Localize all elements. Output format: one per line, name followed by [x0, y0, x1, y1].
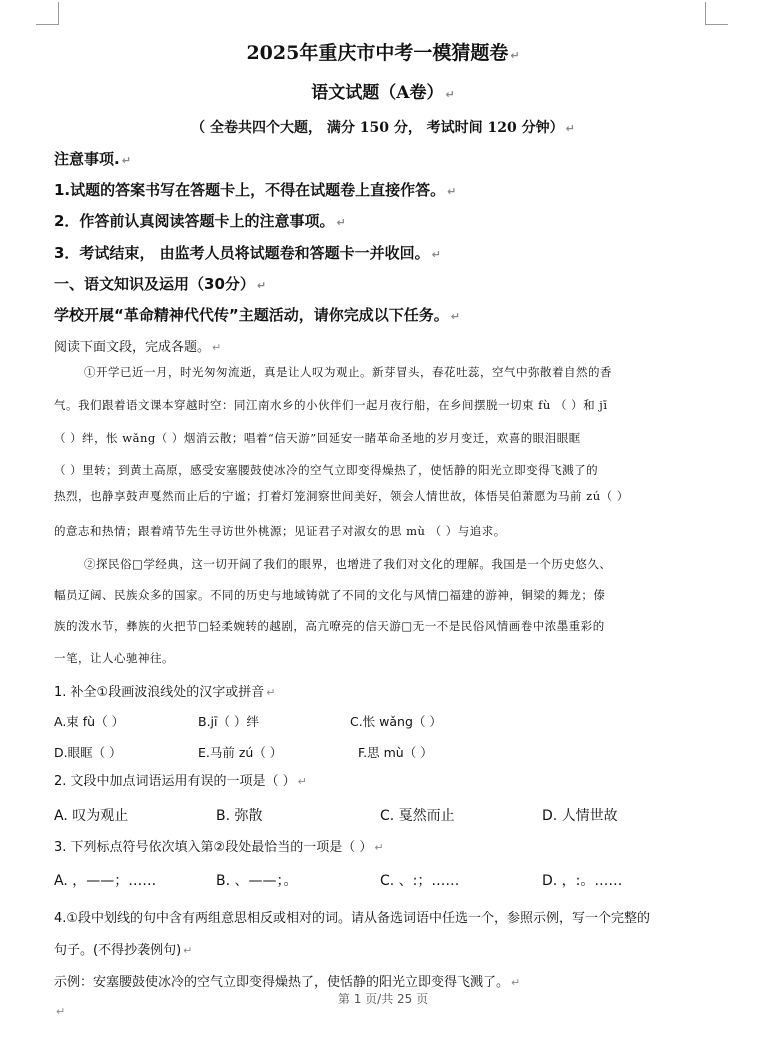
para1-line-6: 的意志和热情；跟着靖节先生寻访世外桃源；见证君子对淑女的思 mù （ ）与追求。 — [54, 524, 506, 538]
q2-option-c: C. 戛然而止 — [380, 808, 455, 824]
para1-line-4: （ ）里转；到黄土高原，感受安塞腰鼓使冰冷的空气立即变得燥热了，使恬静的阳光立即变得飞溅了的 — [54, 463, 599, 477]
q1-option-c: C.怅 wǎng（ ） — [350, 714, 442, 729]
q4-example: 示例：安塞腰鼓使冰冷的空气立即变得燥热了，使恬静的阳光立即变得飞溅了。 ↵ — [54, 975, 521, 990]
para1-line-5: 热烈，也静享鼓声戛然而止后的宁谧；打着灯笼洞察世间美好，领会人情世故，体悟吴伯萧愿为马前 zú（ ） — [54, 489, 629, 503]
q1-stem: 1. 补全①段画波浪线处的汉字或拼音 ↵ — [54, 685, 276, 700]
para2-line-4: 一笔，让人心驰神往。 — [54, 651, 174, 665]
q3-option-c: C. 、:；…… — [380, 873, 460, 889]
q3-option-a: A. ，——；…… — [54, 873, 157, 889]
note-item-2: 2．作答前认真阅读答题卡上的注意事项。 ↵ — [54, 212, 346, 230]
q4-stem-line-1: 4.①段中划线的句中含有两组意思相反或相对的词。请从备选词语中任选一个，参照示例，写一个完整的 — [54, 911, 651, 926]
q3-option-b: B. 、——；。 — [216, 873, 298, 889]
page-footer: 第 1 页/共 25 页 — [337, 992, 429, 1006]
exam-title: 2025年重庆市中考一模猜题卷 ↵ — [246, 42, 520, 64]
q2-stem: 2. 文段中加点词语运用有误的一项是（ ） ↵ — [54, 774, 307, 789]
q2-option-d: D. 人情世故 — [542, 808, 618, 824]
para1-line-1: ①开学已近一月，时光匆匆流逝，真是让人叹为观止。新芽冒头，春花吐蕊，空气中弥散着自然的香 — [84, 365, 612, 379]
q1-option-f: F.思 mù（ ） — [358, 745, 433, 760]
q4-stem-line-2: 句子。(不得抄袭例句) ↵ — [54, 943, 193, 958]
q2-option-b: B. 弥散 — [216, 808, 263, 824]
exam-info: （ 全卷共四个大题， 满分 150 分， 考试时间 120 分钟） ↵ — [191, 120, 575, 136]
para1-line-3: （ ）绊，怅 wǎng（ ）烟消云散；唱着“信天游”回延安一睹革命圣地的岁月变迁，欢喜的眼泪眼眶 — [54, 431, 581, 445]
task-statement: 学校开展“革命精神代代传”主题活动，请你完成以下任务。 ↵ — [54, 306, 460, 324]
para2-line-3: 族的泼水节，彝族的火把节□轻柔婉转的越剧，高亢嘹亮的信天游□无一不是民俗风情画卷中浓墨重彩的 — [54, 619, 605, 633]
q3-option-d: D. ，:。…… — [542, 873, 623, 889]
note-item-3: 3．考试结束， 由监考人员将试题卷和答题卡一并收回。 ↵ — [54, 244, 441, 262]
reading-instruction: 阅读下面文段，完成各题。 ↵ — [54, 340, 222, 355]
exam-subtitle: 语文试题（A卷） ↵ — [311, 83, 455, 103]
notes-heading: 注意事项. ↵ — [54, 150, 131, 168]
para2-line-1: ②探民俗□学经典，这一切开阔了我们的眼界，也增进了我们对文化的理解。我国是一个历史悠久、 — [84, 557, 612, 571]
paragraph-mark: ↵ — [56, 1005, 66, 1018]
section-title: 一、语文知识及运用（30分） ↵ — [54, 275, 267, 293]
q1-option-b: B.jī（ ）绊 — [198, 714, 259, 729]
q3-stem: 3. 下列标点符号依次填入第②段处最恰当的一项是（ ） ↵ — [54, 840, 384, 855]
q2-option-a: A. 叹为观止 — [54, 808, 129, 824]
para1-line-2: 气。我们跟着语文课本穿越时空：同江南水乡的小伙伴们一起月夜行船，在乡间摆脱一切束 fù （ ）和 jī — [54, 398, 608, 412]
crop-mark-top-right — [705, 2, 728, 25]
para2-line-2: 幅员辽阔、民族众多的国家。不同的历史与地域铸就了不同的文化与风情□福建的游神，铜梁的舞龙；傣 — [54, 588, 606, 602]
crop-mark-top-left — [36, 2, 59, 25]
q1-option-d: D.眼眶（ ） — [54, 745, 122, 760]
q1-option-a: A.束 fù（ ） — [54, 714, 125, 729]
note-item-1: 1.试题的答案书写在答题卡上，不得在试题卷上直接作答。 ↵ — [54, 181, 457, 199]
q1-option-e: E.马前 zú（ ） — [198, 745, 283, 760]
